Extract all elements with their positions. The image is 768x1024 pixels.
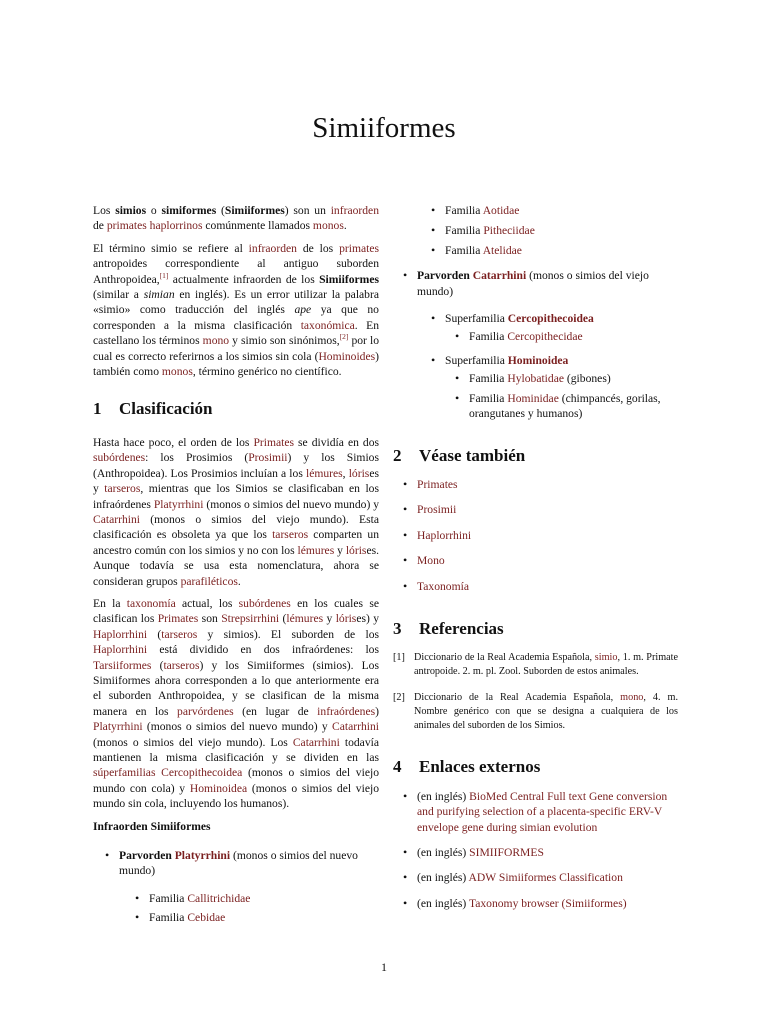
see-also-list: [403, 477, 678, 594]
clasificacion-paragraph-1: Hasta hace poco, el orden de los Primates se dividía en dos subórdenes: los Prosimios (Prosimii) y los Simios (Anthropoidea). Los Prosimios incluían a los lémures, lórises y tarseros, mientras que los Simios se clasificaban en los infraórdenes Platyrrhini (monos o simios del nuevo mundo) y Catarrhini (monos o simios del viejo mundo). Esta clasificación es obsoleta ya que los tarseros comparten un ancestro común con los simios y no con los lémures y lórises. Aunque todavía se usa esta nomenclatura, ahora se consideran grupos parafiléticos.: [93, 435, 380, 588]
link-subordenes[interactable]: subórdenes: [93, 451, 146, 465]
link-lemures[interactable]: lémures: [297, 543, 335, 557]
citation-1[interactable]: [1]: [159, 270, 169, 280]
link-biomed-central[interactable]: BioMed Central Full text Gene conversion and purifying selection of a placenta-specific ERV-V envelope gene during simian evolution: [417, 789, 668, 834]
section-heading-enlaces-externos: 4 Enlaces externos: [393, 757, 541, 777]
list-item: • Familia Atelidae: [431, 243, 678, 258]
link-taxonomia[interactable]: Taxonomía: [417, 579, 469, 593]
list-item: • Familia Cebidae: [135, 910, 379, 925]
list-item: [403, 579, 678, 594]
external-links-list: [403, 789, 678, 911]
link-primates-haplorrinos[interactable]: primates haplorrinos: [106, 219, 203, 233]
link-hominoidea[interactable]: Hominoidea: [507, 353, 569, 367]
link-catarrhini[interactable]: Catarrhini: [472, 269, 527, 283]
link-pitheciidae[interactable]: Pitheciidae: [483, 223, 535, 237]
link-loris[interactable]: lóris: [335, 612, 357, 626]
link-primates[interactable]: Primates: [157, 612, 199, 626]
link-callitrichidae[interactable]: Callitrichidae: [187, 891, 251, 905]
intro-paragraph-2: El término simio se refiere al infraorden de los primates antropoides correspondiente al antiguo suborden Anthropoidea,[1] actualmente infraorden de los Simiiformes (similar a simian en inglés). Es un error utilizar la palabra «simio» como traducción del inglés ape ya que no corresponden a la misma clasificación taxonómica. En castellano los términos mono y simio son sinónimos,[2] por lo cual es correcto referirnos a los simios sin cola (Hominoides) también como monos, término genérico no científico.: [93, 241, 380, 379]
link-taxonomia[interactable]: taxonomía: [126, 596, 176, 610]
link-parafileticos[interactable]: parafiléticos: [180, 574, 238, 588]
link-simiiformes-external[interactable]: SIMIIFORMES: [469, 845, 544, 859]
link-catarrhini[interactable]: Catarrhini: [93, 512, 141, 526]
link-platyrrhini[interactable]: Platyrrhini: [93, 720, 143, 734]
link-haplorrhini[interactable]: Haplorrhini: [417, 528, 472, 542]
section-heading-referencias: 3 Referencias: [393, 618, 504, 638]
link-tarsiiformes[interactable]: Tarsiiformes: [93, 658, 152, 672]
list-item: • Familia Pitheciidae: [431, 223, 678, 238]
references-list: [393, 651, 678, 733]
link-tarseros[interactable]: tarseros: [272, 528, 309, 542]
left-column: [93, 203, 379, 926]
list-item: • Parvorden Catarrhini (monos o simios del viejo mundo) • Superfamilia Cercopithecoidea • Familia Cercopithecidae • Superfamilia Hominoidea • Familia Hylobatidae (gibones) • Familia Hominidae (chimpancés, gorilas, orangutanes y humanos): [403, 268, 678, 421]
link-subordenes[interactable]: subórdenes: [238, 596, 291, 610]
link-cebidae[interactable]: Cebidae: [187, 911, 226, 925]
link-monos[interactable]: monos: [312, 219, 344, 233]
link-hominidae[interactable]: Hominidae: [507, 391, 559, 405]
link-tarseros[interactable]: tarseros: [163, 658, 200, 672]
infraorden-heading: Infraorden Simiiformes: [93, 819, 211, 833]
link-primates[interactable]: primates: [339, 241, 379, 255]
link-taxonomica[interactable]: taxonómica: [300, 318, 355, 332]
list-item: • Parvorden Platyrrhini (monos o simios del nuevo mundo) • Familia Callitrichidae • Familia Cebidae: [105, 848, 379, 926]
list-item: • Superfamilia Cercopithecoidea • Familia Cercopithecidae: [431, 311, 678, 345]
intro-paragraph-1: Los simios o simiformes (Simiiformes) son un infraorden de primates haplorrinos comúnmente llamados monos.: [93, 204, 379, 233]
list-item: • Familia Hominidae (chimpancés, gorilas, orangutanes y humanos): [455, 391, 678, 422]
link-hylobatidae[interactable]: Hylobatidae: [507, 372, 564, 386]
link-haplorrhini[interactable]: Haplorrhini: [93, 627, 148, 641]
page-number: 1: [381, 960, 387, 974]
list-item: • (en inglés) ADW Simiiformes Classification: [403, 870, 678, 885]
link-cercopithecoidea[interactable]: Cercopithecoidea: [161, 766, 243, 780]
list-item: • Familia Hylobatidae (gibones): [455, 371, 678, 386]
link-mono[interactable]: mono: [202, 334, 230, 348]
list-item: [403, 528, 678, 543]
link-infraordenes[interactable]: infraórdenes: [317, 704, 376, 718]
link-atelidae[interactable]: Atelidae: [482, 243, 522, 257]
link-lemures[interactable]: lémures: [286, 612, 324, 626]
taxonomy-list-catarrhini: [403, 268, 678, 421]
list-item: • Superfamilia Hominoidea • Familia Hylobatidae (gibones) • Familia Hominidae (chimpancés, gorilas, orangutanes y humanos): [431, 353, 678, 422]
link-cercopithecoidea[interactable]: Cercopithecoidea: [507, 312, 594, 326]
list-item: • (en inglés) SIMIIFORMES: [403, 845, 678, 860]
list-item: • Familia Callitrichidae: [135, 891, 379, 906]
link-prosimii[interactable]: Prosimii: [417, 503, 457, 517]
link-superfamilias[interactable]: súperfamilias: [93, 766, 156, 780]
list-item: [403, 477, 678, 492]
list-item: • Familia Aotidae: [431, 203, 678, 218]
link-infraorden[interactable]: infraorden: [330, 204, 379, 217]
link-primates[interactable]: Primates: [253, 435, 295, 449]
section-heading-clasificacion: 1 Clasificación: [93, 399, 213, 419]
link-catarrhini[interactable]: Catarrhini: [292, 735, 340, 749]
link-platyrrhini[interactable]: Platyrrhini: [153, 497, 204, 511]
link-tarseros[interactable]: tarseros: [161, 627, 198, 641]
link-tarseros[interactable]: tarseros: [104, 482, 141, 496]
reference-item: [1] Diccionario de la Real Academia Española, simio, 1. m. Primate antropoide. 2. m. pl. Zool. Suborden de estos animales.: [393, 652, 678, 678]
list-item: • Familia Cercopithecidae: [455, 329, 678, 344]
link-taxonomy-browser[interactable]: Taxonomy browser (Simiiformes): [468, 896, 627, 910]
link-strepsirrhini[interactable]: Strepsirrhini: [221, 612, 280, 626]
link-platyrrhini[interactable]: Platyrrhini: [174, 849, 231, 863]
link-lemures[interactable]: lémures: [305, 466, 343, 480]
citation-2[interactable]: [2]: [339, 332, 349, 342]
page-title: Simiiformes: [312, 112, 456, 144]
taxonomy-list-platyrrhini: [105, 848, 379, 926]
clasificacion-paragraph-2: En la taxonomía actual, los subórdenes en los cuales se clasifican los Primates son Strepsirrhini (lémures y lórises) y Haplorrhini (tarseros y simios). El suborden de los Haplorrhini está dividido en dos infraórdenes: los Tarsiiformes (tarseros) y los Simiiformes (simios). Los Simiiformes ahora corresponden a lo que anteriormente era el suborden Anthropoidea, y se clasifican de la misma manera en los parvórdenes (en lugar de infraórdenes) Platyrrhini (monos o simios del nuevo mundo) y Catarrhini (monos o simios del viejo mundo). Los Catarrhini todavía mantienen la misma clasificación y se dividen en las súperfamilias Cercopithecoidea (monos o simios del viejo mundo con cola) y Hominoidea (monos o simios del viejo mundo sin cola, incluyendo los humanos).: [93, 596, 380, 811]
reference-item: [2] Diccionario de la Real Academia Española, mono, 4. m. Nombre genérico con que se designa a cualquiera de los animales del suborden de los Simios.: [393, 692, 678, 732]
link-ref-simio[interactable]: simio: [594, 652, 618, 664]
link-primates[interactable]: Primates: [417, 477, 458, 491]
list-item: [403, 553, 678, 568]
list-item: • (en inglés) BioMed Central Full text Gene conversion and purifying selection of a placenta-specific ERV-V envelope gene during simian evolution: [403, 789, 678, 835]
link-loris[interactable]: lóris: [348, 466, 370, 480]
link-mono[interactable]: Mono: [417, 554, 445, 568]
link-infraorden[interactable]: infraorden: [248, 241, 297, 255]
link-ref-mono[interactable]: mono: [620, 692, 644, 704]
link-catarrhini[interactable]: Catarrhini: [331, 720, 379, 734]
link-aotidae[interactable]: Aotidae: [482, 204, 520, 217]
link-prosimii[interactable]: Prosimii: [248, 451, 288, 465]
link-hominoidea[interactable]: Hominoidea: [189, 781, 248, 795]
link-haplorrhini[interactable]: Haplorrhini: [93, 643, 148, 657]
right-column: [393, 203, 678, 911]
link-parvordenes[interactable]: parvórdenes: [177, 704, 234, 718]
section-heading-vease-tambien: 2 Véase también: [393, 446, 526, 466]
link-loris[interactable]: lóris: [345, 543, 367, 557]
link-adw-classification[interactable]: ADW Simiiformes Classification: [468, 871, 623, 885]
taxonomy-list-continued: [431, 203, 678, 258]
link-monos[interactable]: monos: [161, 365, 193, 379]
list-item: • (en inglés) Taxonomy browser (Simiiformes): [403, 896, 678, 911]
list-item: [403, 502, 678, 517]
link-hominoides[interactable]: Hominoides: [318, 349, 376, 363]
link-cercopithecidae[interactable]: Cercopithecidae: [507, 330, 583, 344]
